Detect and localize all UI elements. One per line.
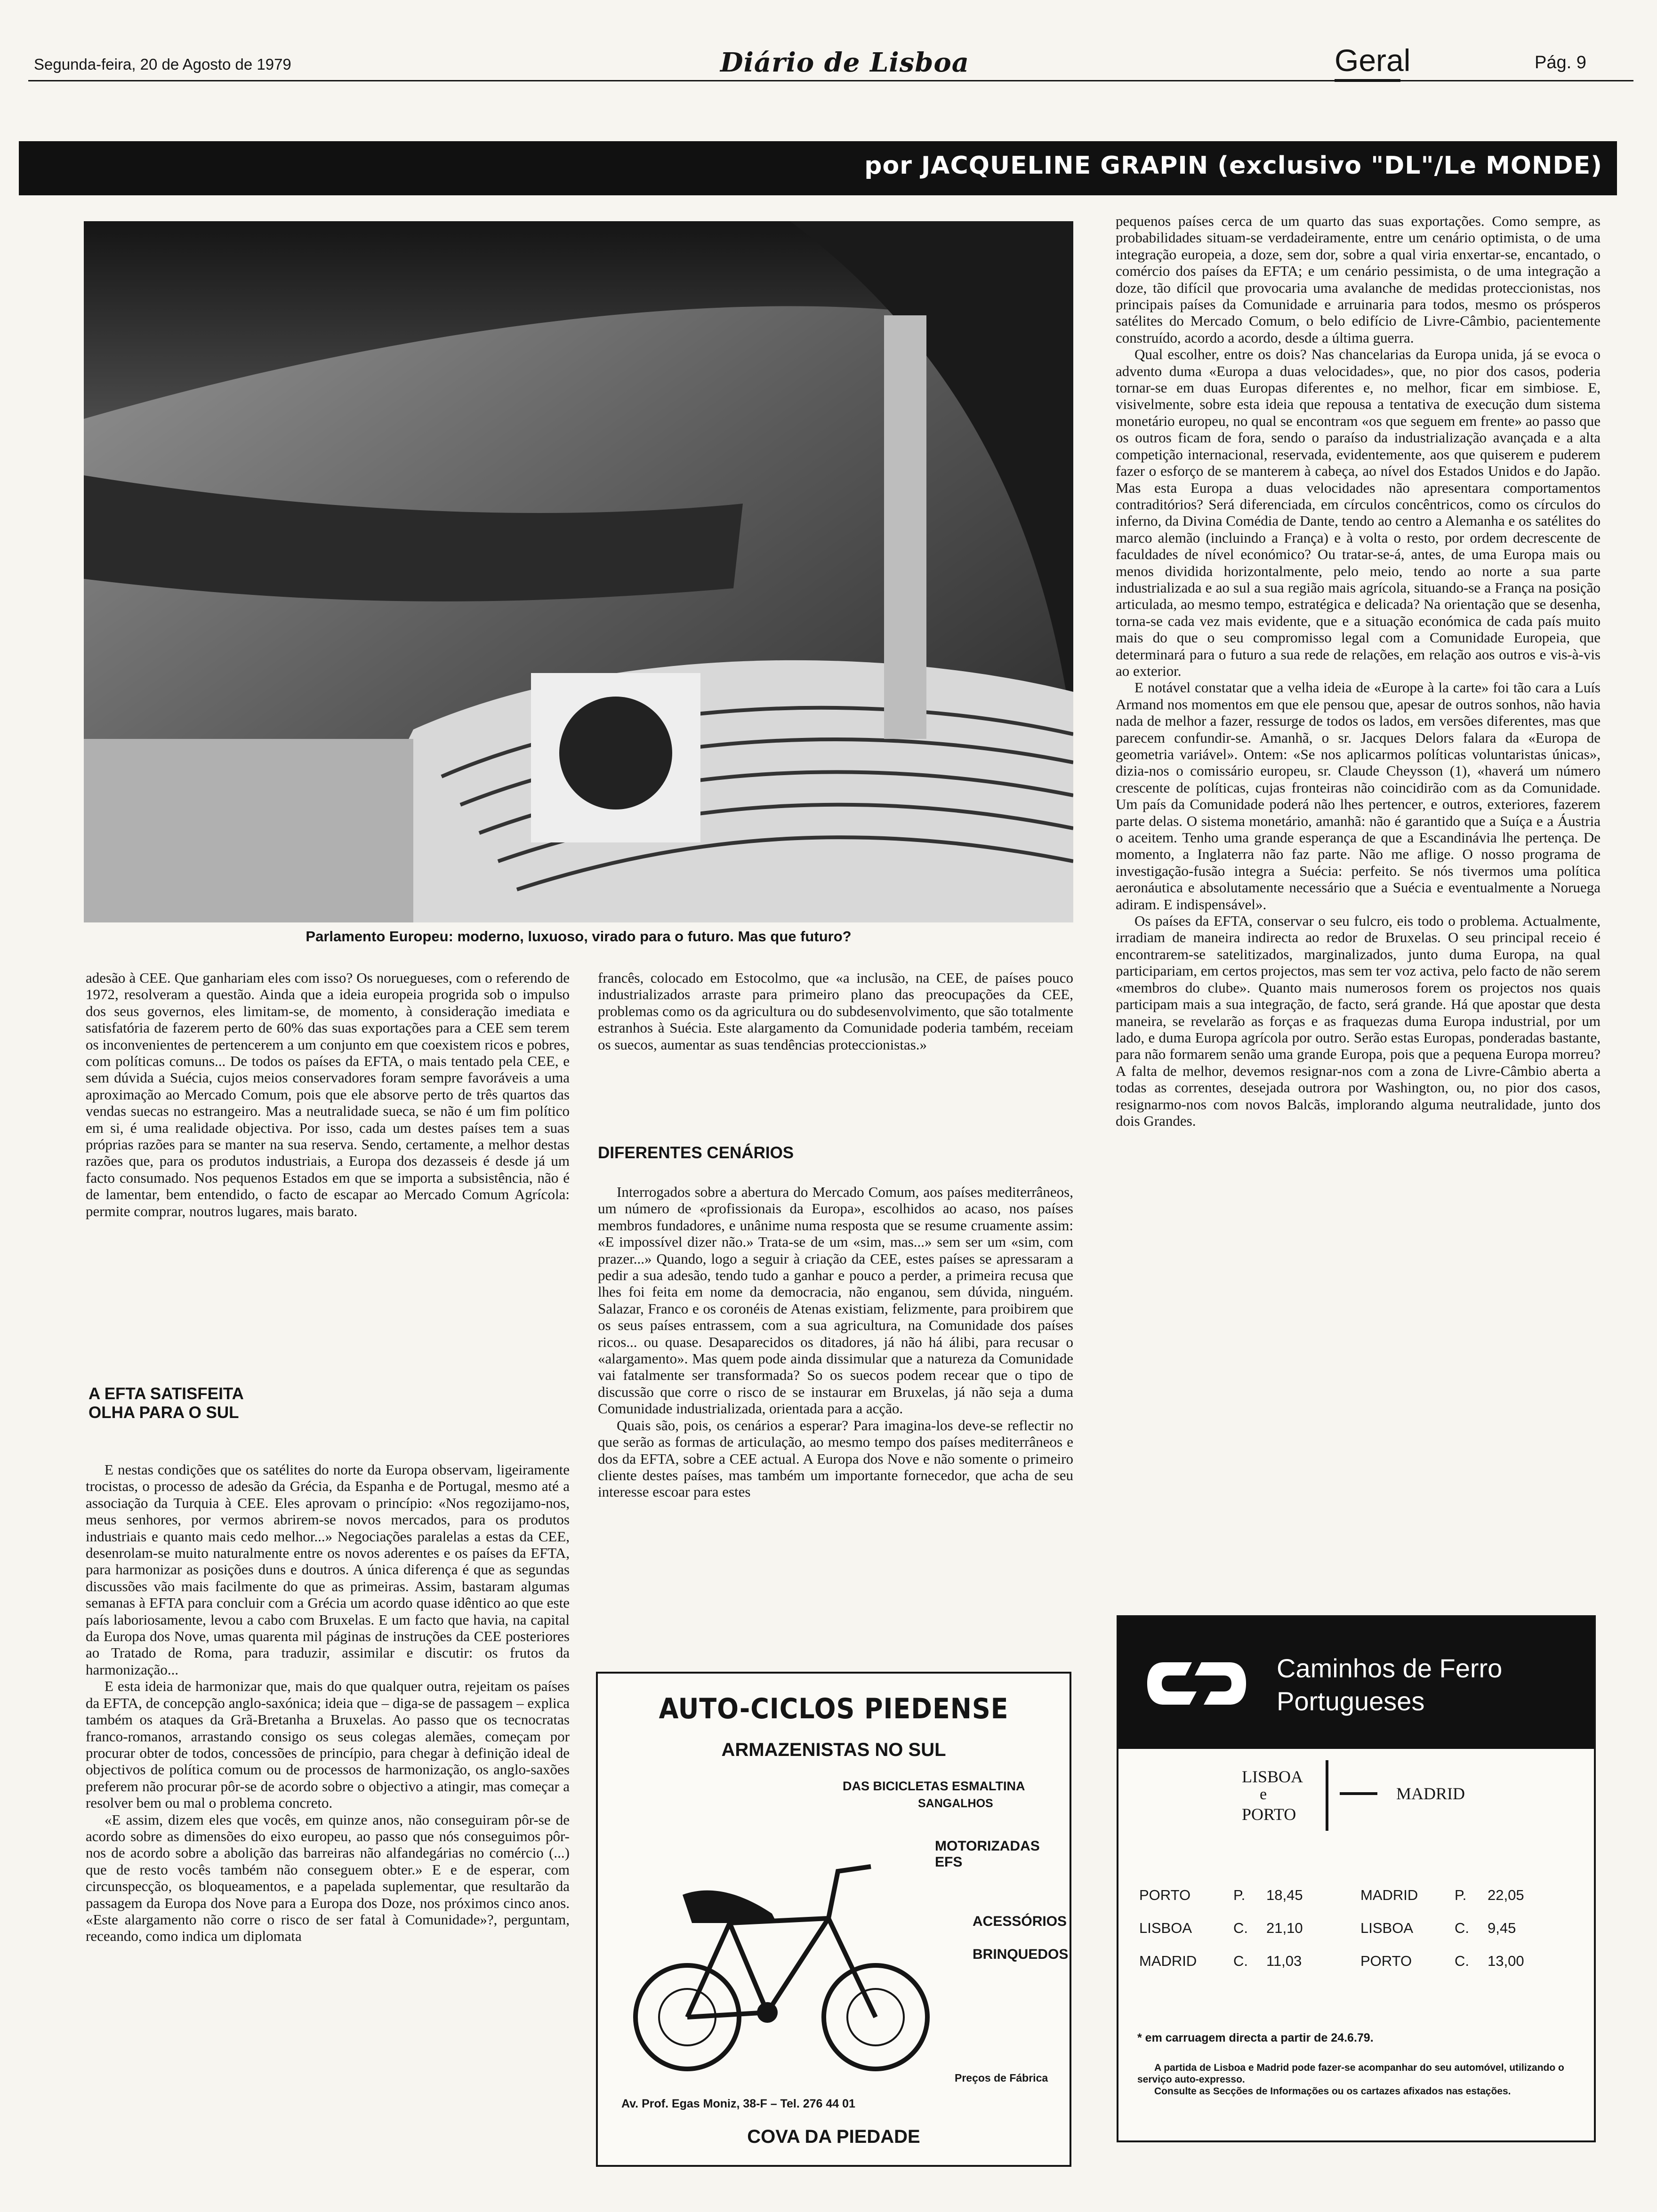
cp-advert (1117, 1615, 1596, 2142)
issue-date: Segunda-feira, 20 de Agosto de 1979 (34, 56, 291, 73)
table-row (1139, 1879, 1572, 1912)
table-row (1139, 1945, 1572, 1978)
article-paragraph: pequenos países cerca de um quarto das suas exportações. Como sempre, as probabilidades situam-se verdadeiramente, entre um cenário optimista, o de uma integração europeia, a doze, sem dor, sobre a qual viria enxertar-se, encantado, o comércio dos países da EFTA; e um cenário pessimista, o de uma integração a doze, tão difícil que provocaria uma avalanche de medidas proteccionistas, nos principais países da Comunidade e arruinaria para todos, mesmo os prósperos satélites do Mercado Comum, o belo edifício de Livre-Câmbio, pacientemente construído, acordo a acordo, desde a última guerra. (1116, 213, 1601, 346)
article-column-1 (86, 970, 570, 1219)
fare-class: C. (1455, 1920, 1469, 1936)
article-paragraph: francês, colocado em Estocolmo, que «a inclusão, na CEE, de países pouco industrializados arraste para primeiro plano das preocupações da CEE, problemas como os da agricultura ou do subdesenvolvimento, que são totalmente estranhos à Suécia. Este alargamento da Comunidade poderia também, receiam os suecos, aumentar as suas tendências proteccionistas.» (598, 970, 1073, 1053)
cp-name-line2: Portugueses (1277, 1686, 1425, 1716)
ad-subtitle: ARMAZENISTAS NO SUL (721, 1739, 946, 1760)
fare-class: P. (1233, 1887, 1246, 1903)
route-dash (1340, 1792, 1377, 1795)
article-paragraph: E esta ideia de harmonizar que, mais do que qualquer outra, rejeitam os países da EFTA, de concepção anglo-saxónica; ideia que – diga-se de passagem – explica também os ataques da Grã-Bretanha a Bruxelas. Ao passo que os tecnocratas franco-romanos, arrastando consigo os seus colegas alemães, começam por procurar obter de todos, concessões de princípio, para chegar à definição ideal de objectivos de política comum ou de processos de harmonização, os anglo-saxões preferem não procurar pôr-se de acordo sobre o objectivo a atingir, mas começar a resolver bem ou mal o problema concreto. (86, 1678, 570, 1811)
article-column-2 (598, 970, 1073, 1053)
fare-class: C. (1233, 1920, 1248, 1936)
fare-city: LISBOA (1139, 1920, 1192, 1936)
route-origin: LISBOA (1242, 1767, 1303, 1786)
article-paragraph: E nestas condições que os satélites do norte da Europa observam, ligeiramente trocistas, o processo de adesão da Grécia, da Espanha e de Portugal, mesmo até a associação da Turquia à CEE. Eles aprovam o princípio: «Nos regozijamo-nos, meus senhores, por vermos abrirem-se novos mercados, para os produtos industriais e quanto mais cedo melhor...» Negociações paralelas a estas da CEE, desenrolam-se muito naturalmente entre os novos aderentes e os países da EFTA, para harmonizar as posições duns e doutros. A única diferença é que as segundas discussões vão mais facilmente do que as primeiras. Assim, bastaram algumas semanas à EFTA para concluir com a Grécia um acordo quase idêntico ao que este país laboriosamente, levou a cabo com Bruxelas. E um facto que havia, na capital da Europa dos Nove, umas quarenta mil páginas de instruções da CEE posteriores ao Tratado de Roma, para traduzir, assimilar e discutir: os frutos da harmonização... (86, 1461, 570, 1678)
small-print-line: A partida de Lisboa e Madrid pode fazer-se acompanhar do seu automóvel, utilizando o serviço auto-expresso. (1137, 2062, 1564, 2085)
fare-price: 11,03 (1266, 1953, 1302, 1969)
ad-address: Av. Prof. Egas Moniz, 38-F – Tel. 276 44 01 (621, 2097, 855, 2110)
fare-city: PORTO (1139, 1887, 1191, 1903)
ad-line: SANGALHOS (918, 1797, 993, 1810)
parliament-photo (84, 221, 1073, 922)
fare-class: C. (1233, 1953, 1248, 1969)
fare-city: PORTO (1360, 1953, 1412, 1969)
autociclos-advert (596, 1672, 1071, 2167)
ad-line: MOTORIZADAS EFS (935, 1838, 1040, 1870)
subheading-line: OLHA PARA O SUL (88, 1403, 239, 1422)
article-paragraph: «E assim, dizem eles que vocês, em quinze anos, não conseguiram pôr-se de acordo sobre as dimensões do eixo europeu, ao passo que nós conseguimos pôr-nos de acordo sobre a abolição das barreiras não alfandegárias no comércio (...) que de resto vocês também não conseguem obter.» E e de esperar, com circunspecção, os bloqueamentos, e a papelada suplementar, que resultarão da passagem da Europa dos Nove para a Europa dos Doze, nos próximos cinco anos. «Este alargamento não corre o risco de ser fatal à Comunidade»?, perguntam, receando, como indica um diplomata (86, 1811, 570, 1945)
ad-title: AUTO-CICLOS PIEDENSE (659, 1692, 1009, 1725)
fare-price: 9,45 (1488, 1920, 1516, 1936)
subheading-efta (88, 1385, 244, 1422)
article-paragraph: Quais são, pois, os cenários a esperar? Para imagina-los deve-se reflectir no que serão as formas de articulação, ao mesmo tempo dos países mediterrâneos e dos da EFTA, sobre a CEE actual. A Europa dos Nove e não somente o primeiro cliente destes países, mas também um importante fornecedor, que acha de seu interesse escoar para estes (598, 1417, 1073, 1500)
fare-city: LISBOA (1360, 1920, 1413, 1936)
fare-city: MADRID (1139, 1953, 1197, 1969)
article-paragraph: adesão à CEE. Que ganhariam eles com isso? Os noruegueses, com o referendo de 1972, resolveram a questão. Ainda que a ideia europeia progrida sob o impulso dos seus governos, eles limitam-se, de momento, à consideração imediata e satisfatória de fazerem perto de 60% das suas exportações para a CEE sem terem os inconvenientes de pertencerem a um conjunto em que coexistem ricos e pobres, com políticas comuns... De todos os países da EFTA, o mais tentado pela CEE, e sem dúvida a Suécia, cujos meios conservadores foram sempre favoráveis a uma aproximação ao Mercado Comum, pois que ele absorve perto de três quartos das vendas suecas no estrangeiro. Mas a neutralidade sueca, se não é um fim político em si, é uma realidade objectiva. Por isso, cada um destes países tem a suas próprias razões para se manter na sua reserva. Sendo, certamente, a melhor destas razões que, para os produtos industriais, a Europa dos dezasseis é desde já um facto consumado. Nos pequenos Estados em que se importa a subsistência, não é de lamentar, bem entendido, o facto de escapar ao Mercado Comum Agrícola: permite comprar, noutros lugares, mais barato. (86, 970, 570, 1219)
ad-line: BRINQUEDOS (973, 1947, 1069, 1962)
fare-price: 18,45 (1266, 1887, 1303, 1903)
section-name: Geral (1335, 43, 1411, 78)
ad-line: Preços de Fábrica (955, 2072, 1048, 2084)
article-column-3 (1116, 213, 1601, 1129)
ad-line: ACESSÓRIOS (973, 1914, 1067, 1929)
fare-class: C. (1455, 1953, 1469, 1969)
fare-price: 21,10 (1266, 1920, 1303, 1936)
fare-table (1139, 1879, 1572, 1978)
article-paragraph: Os países da EFTA, conservar o seu fulcro, eis todo o problema. Actualmente, irradiam de maneira indirecta ao redor de Bruxelas. O seu principal receio é encontrarem-se satelitizados, marginalizados, junto duma Europa, na qual participariam, em certos projectos, mas sem ter voz activa, pelo facto de não serem «membros do clube». Quanto mais numerosos forem os projectos nos quais participam mais a sua integração, de facto, será grande. Há que apostar que desta maneira, se revelarão as forças e as fraquezas duma Europa industrial, por um lado, e duma Europa agrícola por outro. Serão estas Europas, ponderadas bastante, para não formarem senão uma grande Europa, pois que a pequena Europa morreu? A falta de melhor, devemos resignar-nos com a zona de Livre-Câmbio aberta a todas as correntes, desejada outrora por Washington, ou, no pior dos casos, resignarmo-nos com novos Balcãs, implorando alguma neutralidade, junto dos dois Grandes. (1116, 913, 1601, 1129)
table-row (1139, 1912, 1572, 1945)
fare-price: 13,00 (1488, 1953, 1524, 1969)
fare-city: MADRID (1360, 1887, 1418, 1903)
subheading-line: A EFTA SATISFEITA (88, 1385, 244, 1403)
route-destination: MADRID (1396, 1784, 1465, 1803)
cp-small-print (1137, 2062, 1580, 2097)
subheading-cenarios: DIFERENTES CENÁRIOS (598, 1144, 794, 1162)
header-rule (28, 80, 1633, 81)
route-origin: PORTO (1242, 1805, 1296, 1824)
byline: por JACQUELINE GRAPIN (exclusivo "DL"/Le MONDE) (864, 152, 1602, 180)
fare-note: * em carruagem directa a partir de 24.6.79. (1137, 2031, 1374, 2044)
route-and: e (1260, 1786, 1267, 1803)
article-paragraph: E notável constatar que a velha ideia de «Europe à la carte» foi tão cara a Luís Armand nos momentos em que ele pensou que, apesar de outros sonhos, não havia nada de melhor a fazer, ressurge de todos os lados, em versões diferentes, mas que parecem confundir-se. Amanhã, o sr. Jacques Delors falara da «Europa de geometria variável». Ontem: «Se nos aplicarmos políticas voluntaristas únicas», dizia-nos o comissário europeu, sr. Claude Cheysson (1), «haverá um número crescente de políticas, cujas fronteiras não coincidirão com as da Comunidade. Um país da Comunidade poderá não lhes pertencer, e outros, exteriores, fazerem parte delas. O sistema monetário, amanhã: não é garantido que a Suíça e a Áustria o aceitem. Tenho uma grande esperança de que a Escandinávia lhe pertença. De momento, a Inglaterra não faz parte. Não me aflige. O nosso programa de investigação-fusão integra a Suécia: perfeito. Se nós tivermos uma política aeronáutica e absolutamente necessário que a Suécia e eventualmente a Noruega adiram. E indispensável». (1116, 679, 1601, 913)
route-divider (1326, 1760, 1328, 1831)
ad-line: DAS BICICLETAS ESMALTINA (843, 1779, 1025, 1793)
article-column-2-continued (598, 1184, 1073, 1500)
small-print-line: Consulte as Secções de Informações ou os cartazes afixados nas estações. (1154, 2086, 1511, 2097)
article-paragraph: Qual escolher, entre os dois? Nas chancelarias da Europa unida, já se evoca o advento duma «Europa a duas velocidades», que, no pior dos casos, poderia tornar-se em duas Europas diferentes e, no melhor, ficar em simbiose. E, visivelmente, sobre esta ideia que repousa a tentativa de execução dum sistema monetário europeu, no qual se encontram «os que seguem em frente» ao passo que os outros ficam de fora, sendo o paraíso da industrialização avançada e a alta competição internacional, reservada, evidentemente, aos que quiserem e puderem fazer o esforço de se manterem à cabeça, ao nível dos Estados Unidos e do Japão. Mas esta Europa a duas velocidades não apresentara comportamentos contraditórios? Será diferenciada, em círculos concêntricos, como os círculos do inferno, da Divina Comédia de Dante, tendo ao centro a Alemanha e os satélites do marco alemão (incluindo a França) e à volta o resto, por ordem decrescente de faculdades de nível económico? Ou tratar-se-á, antes, de uma Europa mais ou menos dividida horizontalmente, pelo meio, tendo ao norte a sua parte industrializada e ao sul a sua região mais agrícola, situando-se a França na posição articulada, ao mesmo tempo, estratégica e delicada? Na orientação que se desenha, torna-se cada vez mais evidente, que e a situação económica de cada país muito mais do que o seu compromisso legal com a Comunidade Europeia, que determinará para o futuro a sua rede de relações, em relação aos outros e vis-à-vis ao exterior. (1116, 346, 1601, 679)
ad-location: COVA DA PIEDADE (747, 2126, 920, 2147)
cp-name-line1: Caminhos de Ferro (1277, 1653, 1503, 1683)
page-number: Pág. 9 (1535, 53, 1586, 72)
cp-logo-icon (1145, 1658, 1248, 1709)
article-paragraph: Interrogados sobre a abertura do Mercado Comum, aos países mediterrâneos, um número de «profissionais da Europa», escolhidos ao acaso, nos países membros fundadores, e unânime numa resposta que se resume cruamente assim: «E impossível dizer não.» Trata-se de um «sim, mas...» sem ser um «sim, com prazer...» Quando, logo a seguir à criação da CEE, estes países se apressaram a pedir a sua adesão, tendo tudo a ganhar e pouco a perder, a primeira recusa que lhes foi feita em nome da democracia, não enganou, sem dúvida, ninguém. Salazar, Franco e os coronéis de Atenas existiam, felizmente, para proibirem que os seus países entrassem, com a sua agricultura, na Comunidade dos países ricos... ou quase. Desaparecidos os ditadores, já não há álibi, para recusar o «alargamento». Mas quem pode ainda dissimular que a natureza da Comunidade vai fatalmente ser transformada? So os suecos podem recear que o tipo de discussão que corre o risco de se instaurar em Bruxelas, já não seja a duma Comunidade industrializada, orientada para a acção. (598, 1184, 1073, 1417)
photo-caption: Parlamento Europeu: moderno, luxuoso, virado para o futuro. Mas que futuro? (306, 928, 852, 945)
newspaper-title: Diário de Lisboa (720, 47, 969, 78)
article-column-1-continued (86, 1461, 570, 1945)
fare-price: 22,05 (1488, 1887, 1524, 1903)
bicycle-illustration (617, 1852, 946, 2078)
fare-class: P. (1455, 1887, 1467, 1903)
